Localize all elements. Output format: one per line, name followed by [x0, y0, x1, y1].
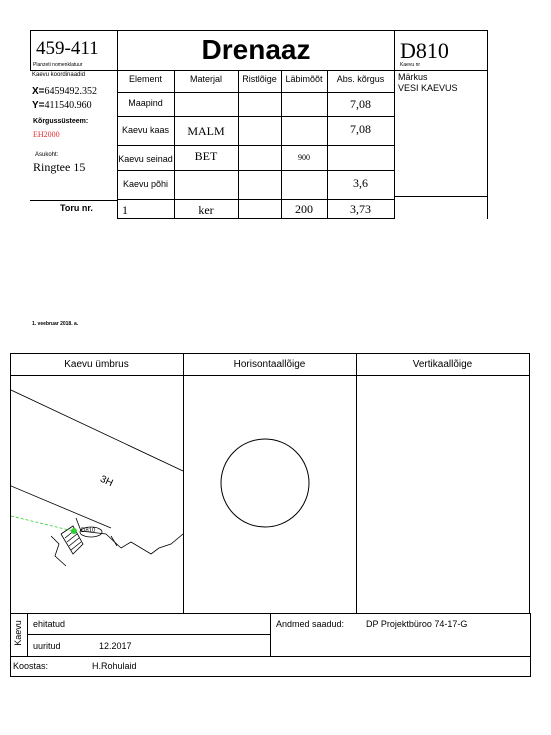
remarks-label: Märkus	[398, 72, 428, 82]
data-source-value: DP Projektbüroo 74-17-G	[366, 619, 468, 629]
row-abs-height: 7,08	[350, 97, 371, 111]
row-material: BET	[194, 149, 218, 163]
nomenclature-caption: Planzeti nomenklatuur	[33, 62, 83, 68]
well-marker-label: D810	[81, 528, 96, 534]
row-abs-height: 3,6	[353, 176, 368, 190]
height-system-value: EH2000	[33, 130, 60, 139]
row-element: Kaevu põhi	[122, 179, 169, 189]
built-label: ehitatud	[33, 619, 66, 629]
pipe-number: 1	[122, 203, 128, 217]
header-abs-height: Abs. kõrgus	[336, 74, 385, 84]
row-element: Kaevu seinad	[118, 154, 173, 164]
footer-side-label: Kaevu	[13, 620, 23, 646]
header-section: Ristlõige	[242, 74, 277, 84]
page-title: Drenaaz	[201, 34, 311, 65]
header-diameter: Läbimõõt	[285, 74, 323, 84]
surveyed-label: uuritud	[33, 641, 61, 651]
data-source-label: Andmed saadud:	[276, 619, 345, 629]
y-coordinate: Y=411540.960	[32, 100, 92, 111]
author-label: Koostas:	[13, 661, 49, 671]
date-text: 1. veebruar 2018. a.	[32, 321, 79, 327]
coords-label: Kaevu koordinaadid	[32, 72, 86, 78]
row-material: MALM	[187, 124, 225, 138]
surveyed-value: 12.2017	[99, 641, 132, 651]
pipe-abs-height: 3,73	[350, 202, 371, 216]
pipe-material: ker	[198, 203, 214, 217]
vertical-section-label: Vertikaallõige	[412, 359, 473, 370]
surroundings-label: Kaevu ümbrus	[64, 359, 129, 370]
horizontal-section-label: Horisontaallõige	[233, 359, 306, 370]
horizontal-section-circle	[219, 437, 311, 529]
row-element: Maapind	[128, 98, 163, 108]
header-element: Element	[128, 74, 163, 84]
location-label: Asukoht:	[35, 152, 59, 158]
site-plan-sketch	[11, 376, 183, 613]
height-system-label: Kõrgussüsteem:	[33, 118, 89, 125]
pipe-diameter: 200	[295, 202, 313, 216]
row-abs-height: 7,08	[350, 122, 371, 136]
well-number-caption: Kaevu nr	[400, 62, 421, 68]
x-coordinate: X=6459492.352	[32, 86, 98, 97]
building-label: 3H	[98, 473, 115, 490]
row-element: Kaevu kaas	[121, 125, 170, 135]
header-material: Materjal	[189, 74, 222, 84]
well-number: D810	[400, 38, 449, 63]
row-diameter: 900	[298, 153, 310, 162]
remarks-value: VESI KAEVUS	[398, 83, 458, 93]
nomenclature-code: 459-411	[36, 38, 99, 59]
pipe-label: Toru nr.	[60, 203, 93, 213]
author-value: H.Rohulaid	[92, 661, 137, 671]
location-value: Ringtee 15	[33, 160, 86, 174]
